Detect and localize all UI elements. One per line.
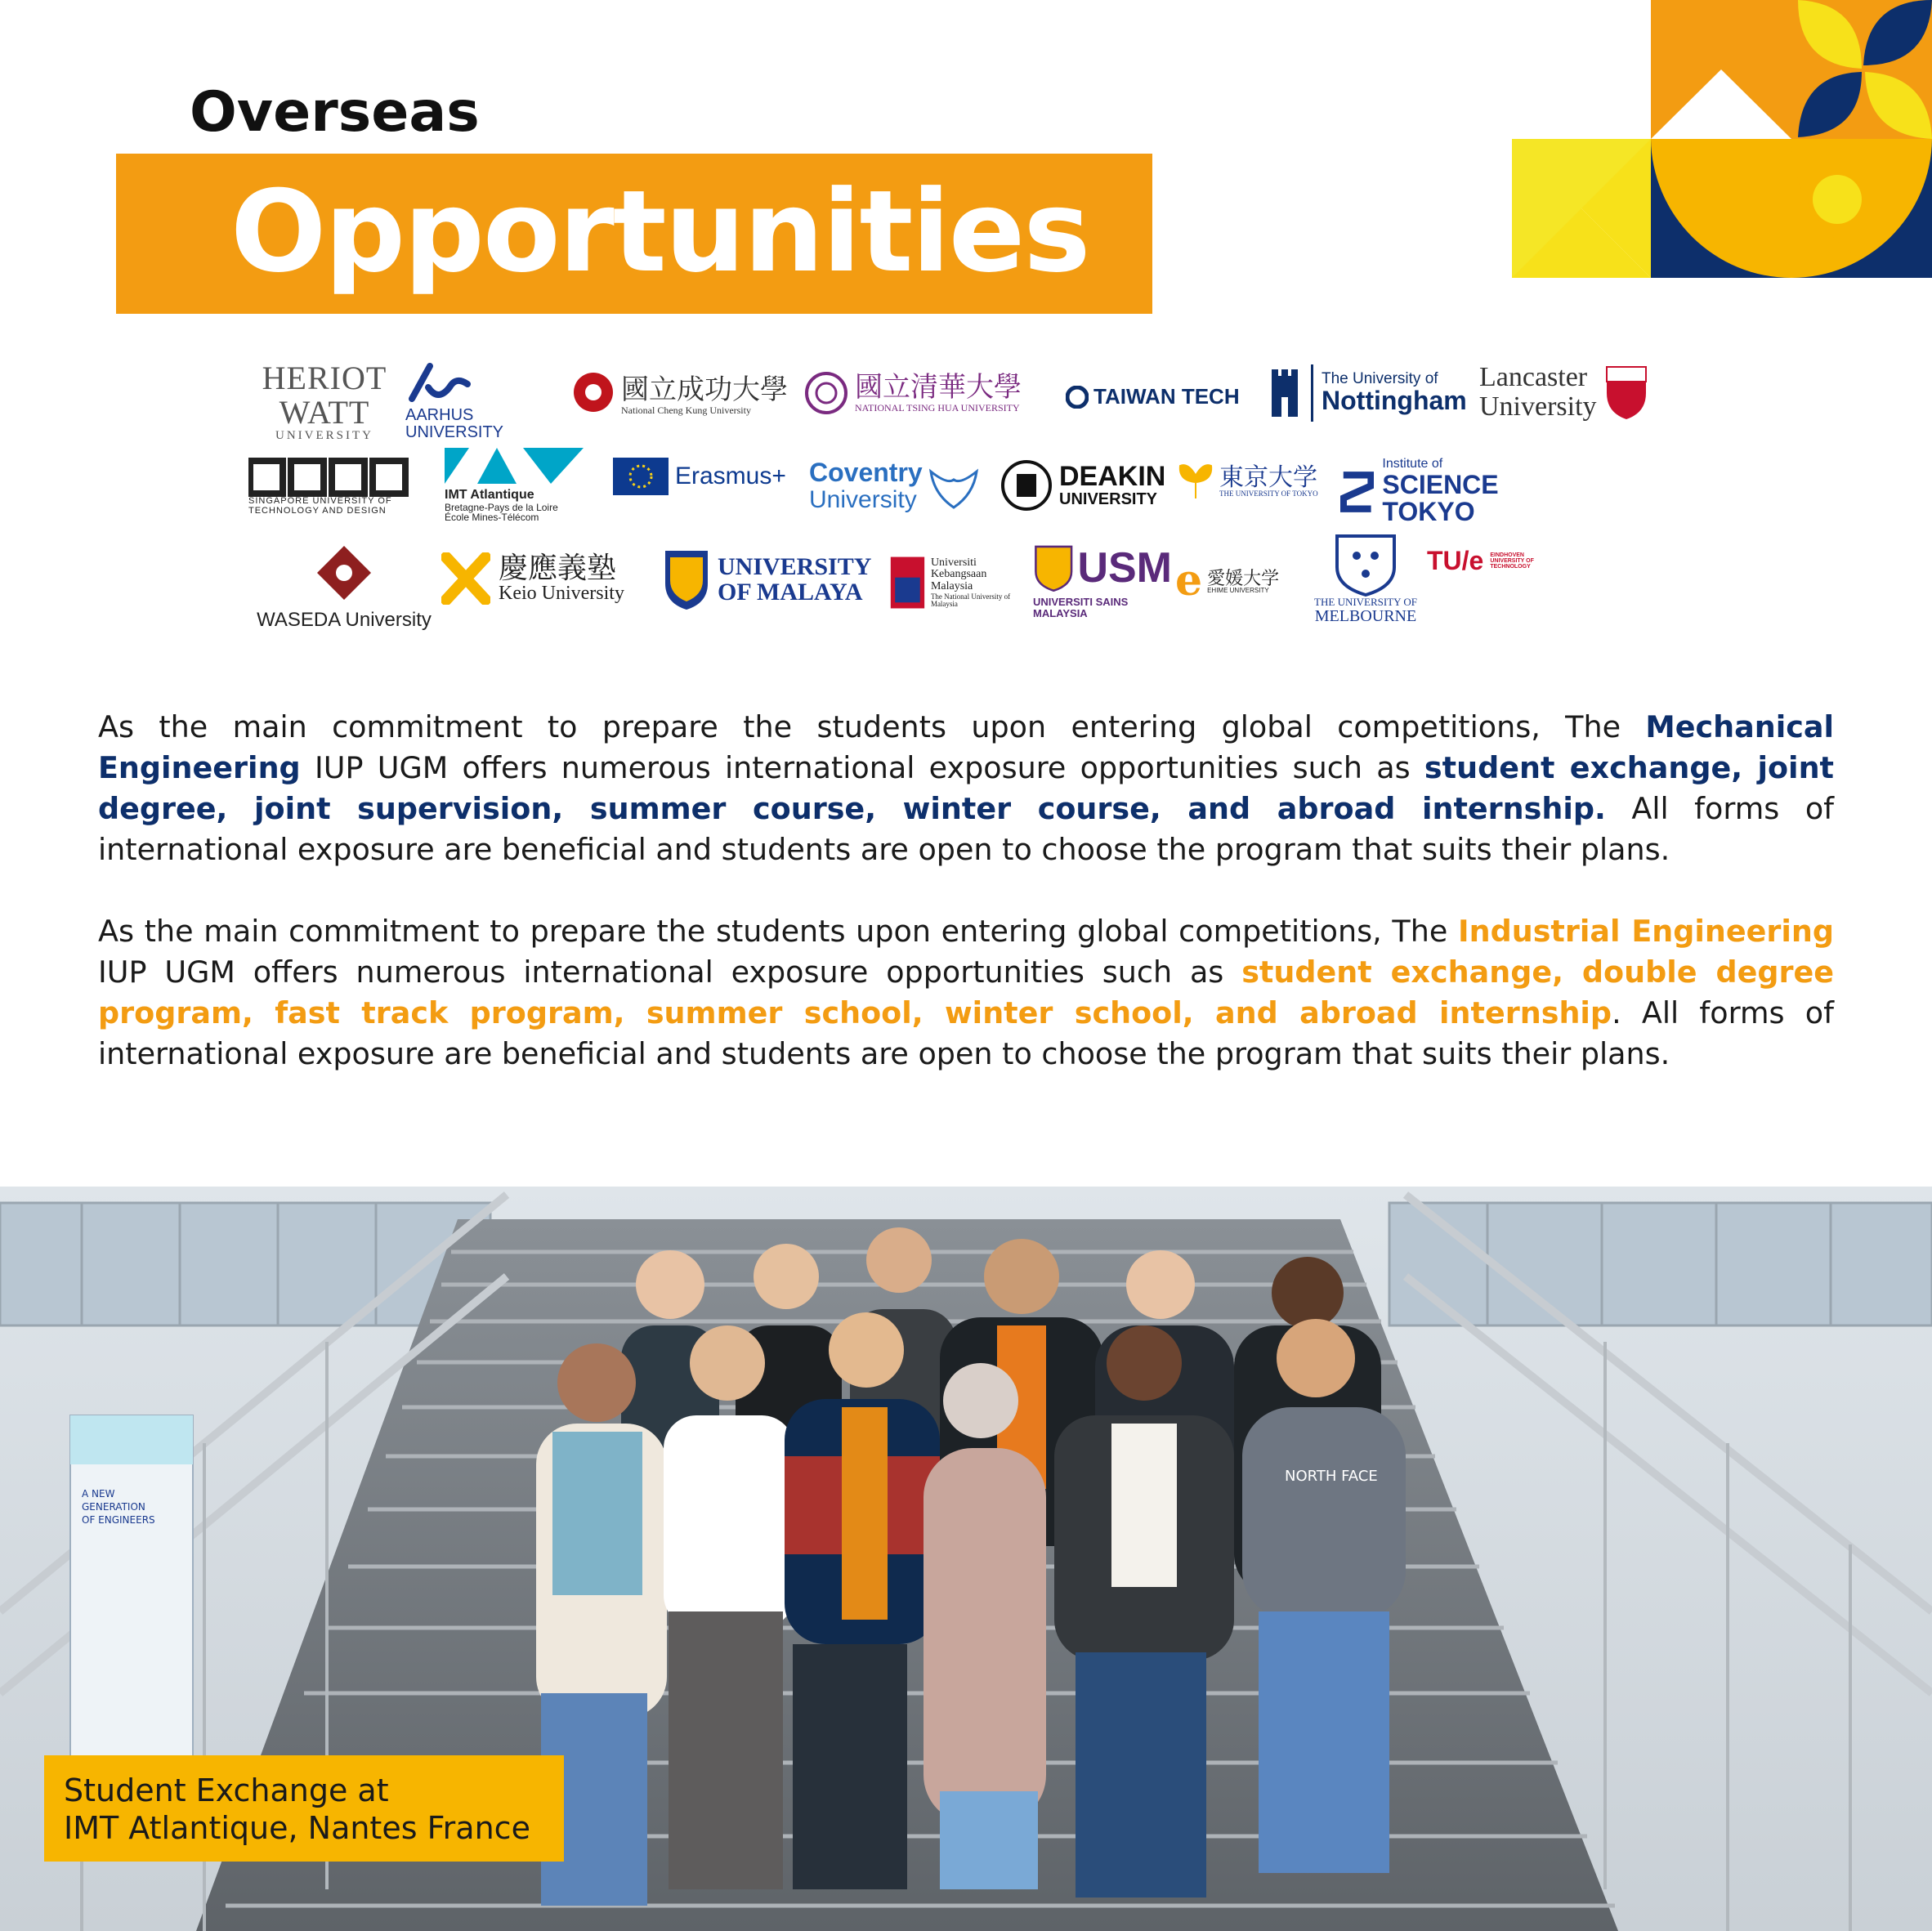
coventry-logo: Coventry University — [809, 459, 989, 512]
malaya-crest-icon — [662, 548, 711, 611]
imt-wordmark-icon — [445, 446, 584, 485]
usm-crest-icon — [1033, 539, 1074, 597]
department-name: Industrial Engineering — [1458, 914, 1834, 949]
ukm-crest-icon — [889, 552, 926, 613]
aarhus-icon — [405, 363, 479, 404]
sutd-wordmark-icon — [248, 458, 409, 497]
deakin-logo: DEAKIN UNIVERSITY — [1000, 459, 1172, 512]
decorative-geometric-graphic — [1512, 0, 1932, 278]
title-banner — [116, 154, 1152, 314]
page-kicker: Overseas — [190, 80, 480, 145]
waseda-logo: WASEDA University — [250, 544, 438, 630]
aarhus-logo: AARHUS UNIVERSITY — [405, 363, 569, 441]
keio-logo: 慶應義塾 Keio University — [441, 552, 646, 605]
tue-logo: TU/e EINDHOVEN UNIVERSITY OF TECHNOLOGY — [1427, 546, 1534, 575]
department-name: Mechanical Engineering — [98, 709, 1834, 785]
banner-line-1: A NEW — [82, 1488, 115, 1500]
page-title: Opportunities — [230, 166, 1089, 297]
ncku-emblem-icon — [572, 371, 615, 420]
keio-pen-icon — [441, 552, 490, 605]
eu-flag-icon — [613, 458, 669, 495]
caption-line-1: Student Exchange at — [64, 1772, 389, 1808]
erasmus-logo: Erasmus+ — [613, 458, 801, 495]
shirt-text: NORTH FACE — [1285, 1468, 1378, 1485]
ginkgo-leaf-icon — [1177, 461, 1214, 502]
nottingham-castle-icon — [1267, 364, 1303, 422]
usm-logo: USM UNIVERSITI SAINS MALAYSIA — [1033, 539, 1172, 619]
nthu-logo: 國立清華大學 NATIONAL TSING HUA UNIVERSITY — [804, 371, 1041, 415]
caption-line-2: IMT Atlantique, Nantes France — [64, 1810, 530, 1846]
melbourne-crest-icon — [1329, 531, 1402, 597]
ukm-logo: Universiti Kebangsaan Malaysia The National University of Malaysia — [889, 552, 1028, 613]
coventry-phoenix-icon — [928, 462, 980, 511]
heriot-watt-logo: HERIOT WATT UNIVERSITY — [262, 360, 387, 442]
science-tokyo-icon — [1340, 467, 1374, 516]
taiwan-tech-logo: TAIWAN TECH — [1066, 386, 1254, 409]
nottingham-logo: The University of Nottingham — [1267, 364, 1479, 422]
ehime-logo: e 愛媛大学 EHIME UNIVERSITY — [1175, 556, 1280, 606]
melbourne-logo: THE UNIVERSITY OF MELBOURNE — [1304, 531, 1427, 625]
science-tokyo-logo: Institute of SCIENCE TOKYO — [1340, 458, 1585, 526]
program-list: student exchange, double degree program, fast track program, summer school, winter school, and abroad internship — [98, 954, 1834, 1030]
imt-atlantique-logo: IMT Atlantique Bretagne-Pays de la Loire École Mines-Télécom — [445, 446, 592, 523]
lancaster-logo: Lancaster University — [1479, 363, 1684, 421]
waseda-emblem-icon — [315, 544, 373, 601]
nthu-emblem-icon — [804, 371, 848, 415]
taiwan-tech-icon — [1066, 386, 1089, 409]
banner-line-2: GENERATION — [82, 1501, 145, 1513]
deakin-emblem-icon — [1000, 459, 1053, 512]
ncku-logo: 國立成功大學 National Cheng Kung University — [572, 371, 793, 420]
photo-caption — [44, 1755, 564, 1862]
banner-line-3: OF ENGINEERS — [82, 1514, 155, 1526]
tokyo-university-logo: 東京大学 THE UNIVERSITY OF TOKYO — [1177, 461, 1332, 502]
mechanical-engineering-paragraph: As the main commitment to prepare the students upon entering global competitions, The Mechanical Engineering IUP UGM offers numerous international exposure opportunities such as student exchange, joint degree, joint supervision, summer course, winter course, and abroad internship. All forms of international exposure are beneficial and students are open to choose the program that suits their plans. — [98, 709, 1835, 867]
partner-university-logos — [245, 351, 1684, 637]
industrial-engineering-paragraph: As the main commitment to prepare the students upon entering global competitions, The Industrial Engineering IUP UGM offers numerous international exposure opportunities such as student exchange, double degree program, fast track program, summer school, winter school, and abroad internship. All forms of international exposure are beneficial and students are open to choose the program that suits their plans. — [98, 914, 1834, 1071]
malaya-logo: UNIVERSITY OF MALAYA — [662, 548, 874, 611]
lancaster-crest-icon — [1603, 364, 1649, 421]
sutd-logo: SINGAPORE UNIVERSITY OF TECHNOLOGY AND DESIGN — [248, 458, 412, 516]
program-list: student exchange, joint degree, joint supervision, summer course, winter course, and abroad internship. — [98, 750, 1834, 826]
